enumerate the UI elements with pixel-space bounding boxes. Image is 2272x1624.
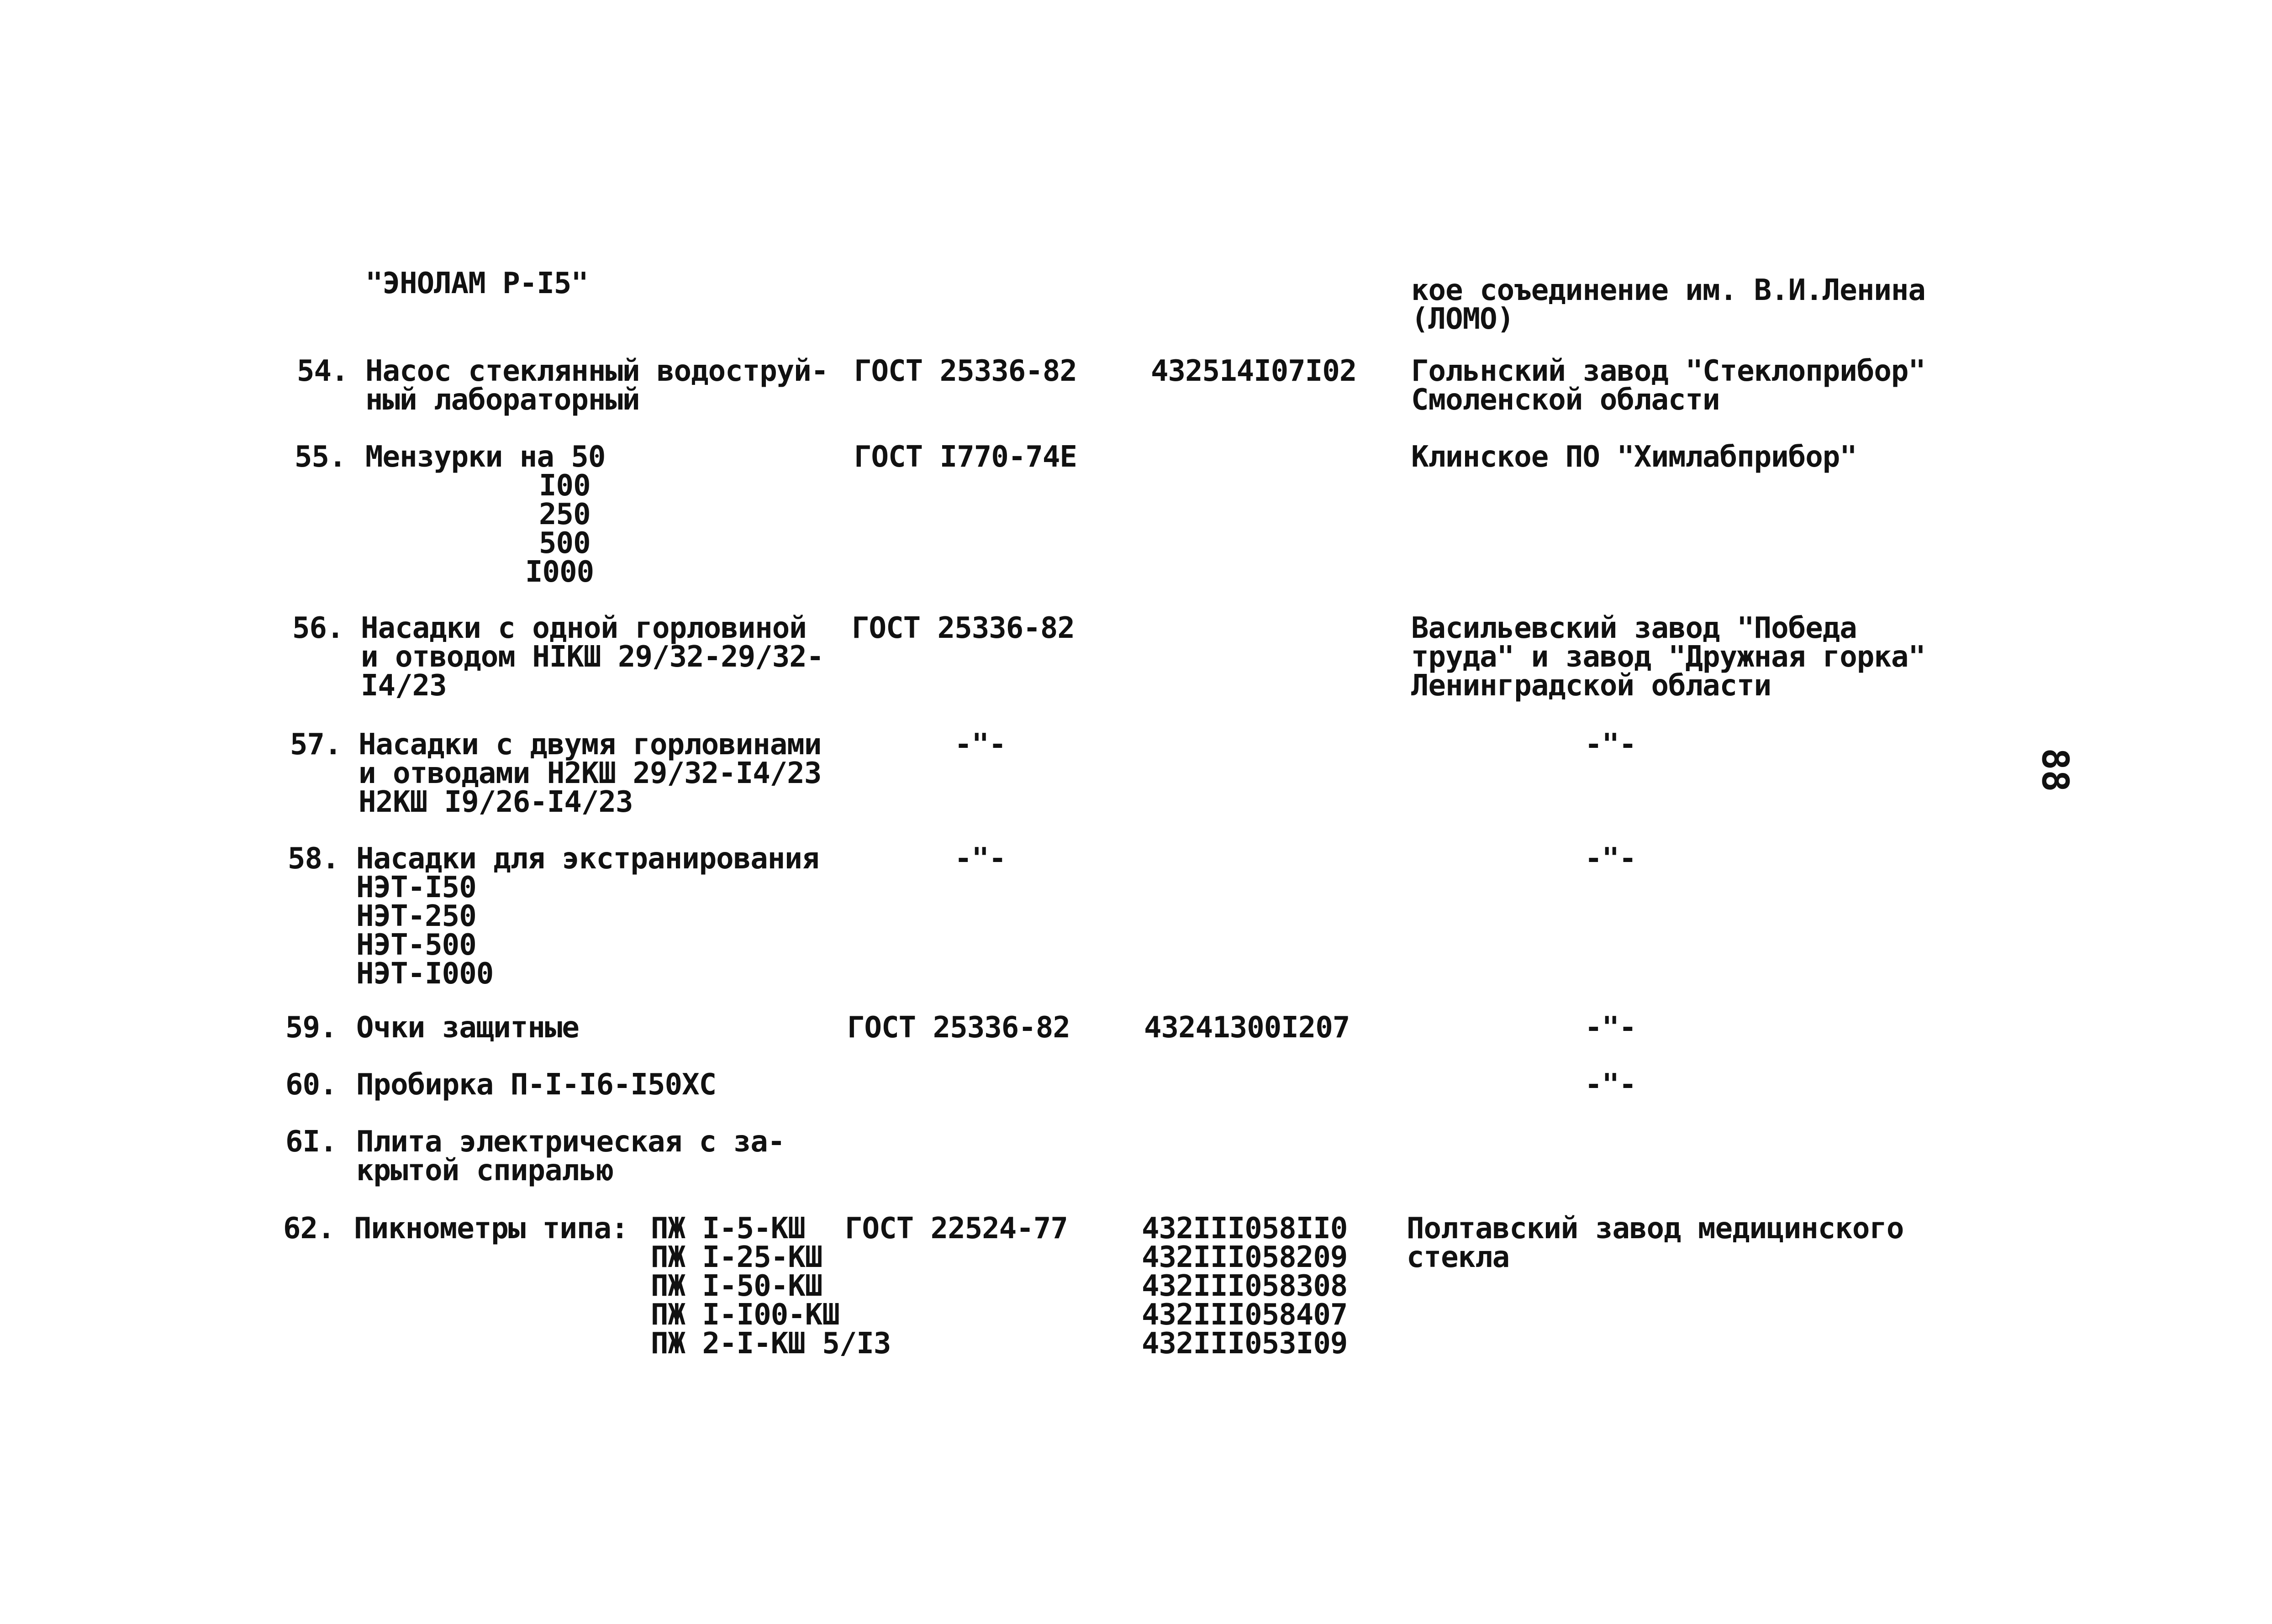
row-62-code-5: 432III053I09 — [1142, 1327, 1348, 1361]
row-62-name-line1: Пикнометры типа: — [354, 1212, 628, 1246]
row-58-name-line4: НЭТ-500 — [356, 928, 476, 962]
row-55-number: 55. — [295, 440, 346, 474]
header-col4-line2: (ЛОМО) — [1411, 302, 1514, 336]
row-59-number: 59. — [285, 1011, 337, 1045]
row-57-name-line3: Н2КШ I9/26-I4/23 — [358, 785, 633, 819]
row-60-name-line1: Пробирка П-I-I6-I50ХС — [356, 1068, 717, 1102]
row-60-maker-ditto: -"- — [1585, 1068, 1636, 1102]
row-62-code-4: 432III058407 — [1142, 1298, 1348, 1332]
row-57-maker-ditto: -"- — [1585, 728, 1636, 762]
row-58-number: 58. — [288, 842, 339, 876]
row-54-number: 54. — [297, 354, 348, 388]
row-62-sub-5: ПЖ 2-I-КШ 5/I3 — [651, 1327, 891, 1361]
row-56-name-line2: и отводом НIКШ 29/32-29/32- — [361, 640, 824, 674]
row-58-name-line5: НЭТ-I000 — [356, 957, 494, 991]
header-col4-line1: кое соъединение им. В.И.Ленина — [1411, 273, 1925, 307]
row-58-gost-ditto: -"- — [954, 842, 1006, 876]
row-62-sub-3: ПЖ I-50-КШ — [651, 1269, 822, 1303]
row-61-number: 6I. — [285, 1125, 337, 1159]
row-55-sub-1: I00 — [539, 469, 590, 503]
row-62-gost: ГОСТ 22524-77 — [845, 1212, 1068, 1246]
header-col1: "ЭНОЛАМ Р-I5" — [365, 267, 588, 300]
row-62-sub-4: ПЖ I-I00-КШ — [651, 1298, 839, 1332]
row-56-name-line1: Насадки с одной горловиной — [361, 611, 807, 645]
row-59-gost: ГОСТ 25336-82 — [847, 1011, 1070, 1045]
row-55-sub-4: I000 — [525, 555, 594, 589]
page-number: 88 — [2034, 748, 2077, 792]
row-62-maker-line1: Полтавский завод медицинского — [1407, 1212, 1904, 1246]
row-59-name-line1: Очки защитные — [356, 1011, 579, 1045]
row-62-maker-line2: стекла — [1407, 1240, 1510, 1274]
row-54-name-line2: ный лабораторный — [365, 383, 640, 417]
row-58-maker-ditto: -"- — [1585, 842, 1636, 876]
row-62-sub-2: ПЖ I-25-КШ — [651, 1240, 822, 1274]
row-54-code: 432514I07I02 — [1151, 354, 1357, 388]
row-58-name-line2: НЭТ-I50 — [356, 871, 476, 904]
row-57-name-line2: и отводами Н2КШ 29/32-I4/23 — [358, 757, 822, 790]
row-62-code-3: 432III058308 — [1142, 1269, 1348, 1303]
row-56-number: 56. — [292, 611, 344, 645]
row-62-code-1: 432III058II0 — [1142, 1212, 1348, 1246]
row-56-name-line3: I4/23 — [361, 669, 447, 703]
row-61-name-line1: Плита электрическая с за- — [356, 1125, 785, 1159]
row-55-name-line1: Мензурки на 50 — [365, 440, 606, 474]
row-55-sub-2: 250 — [539, 498, 590, 531]
row-58-name-line1: Насадки для экстранирования — [356, 842, 819, 876]
row-60-number: 60. — [285, 1068, 337, 1102]
row-56-maker-line2: труда" и завод "Дружная горка" — [1411, 640, 1925, 674]
row-56-gost: ГОСТ 25336-82 — [852, 611, 1075, 645]
row-54-gost: ГОСТ 25336-82 — [854, 354, 1077, 388]
row-59-code: 43241300I207 — [1144, 1011, 1350, 1045]
row-57-gost-ditto: -"- — [954, 728, 1006, 762]
row-55-gost: ГОСТ I770-74Е — [854, 440, 1077, 474]
row-62-code-2: 432III058209 — [1142, 1240, 1348, 1274]
row-62-sub-1: ПЖ I-5-КШ — [651, 1212, 805, 1246]
row-56-maker-line3: Ленинградской области — [1411, 669, 1771, 703]
row-57-number: 57. — [290, 728, 342, 762]
row-56-maker-line1: Васильевский завод "Победа — [1411, 611, 1857, 645]
row-59-maker-ditto: -"- — [1585, 1011, 1636, 1045]
row-62-number: 62. — [283, 1212, 335, 1246]
row-58-name-line3: НЭТ-250 — [356, 899, 476, 933]
row-61-name-line2: крытой спиралью — [356, 1154, 613, 1188]
row-54-maker-line2: Смоленской области — [1411, 383, 1720, 417]
row-54-maker-line1: Гольнский завод "Стеклоприбор" — [1411, 354, 1925, 388]
row-55-sub-3: 500 — [539, 526, 590, 560]
row-55-maker-line1: Клинское ПО "Химлабприбор" — [1411, 440, 1857, 474]
row-54-name-line1: Насос стеклянный водоструй- — [365, 354, 828, 388]
row-57-name-line1: Насадки с двумя горловинами — [358, 728, 822, 762]
